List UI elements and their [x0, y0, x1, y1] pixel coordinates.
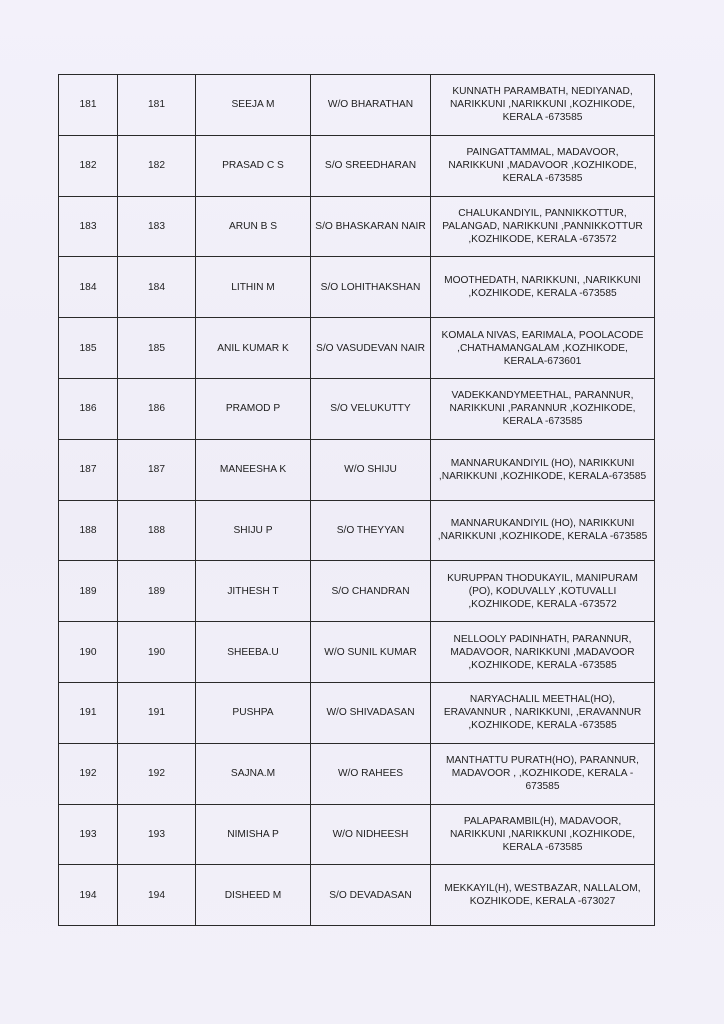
address-cell	[431, 865, 655, 926]
address-cell	[431, 561, 655, 622]
relation-cell: S/O LOHITHAKSHAN	[311, 257, 431, 318]
address-cell	[431, 804, 655, 865]
address-line: NARYACHALIL MEETHAL(HO),	[469, 694, 616, 706]
table-row	[59, 804, 655, 865]
member-table-body	[59, 75, 655, 926]
address-line: KERALA -673585	[502, 173, 583, 185]
name-cell: SAJNA.M	[196, 743, 311, 804]
member-id-cell: 193	[118, 804, 196, 865]
address-line: KERALA -673585	[502, 112, 583, 124]
name-cell: SHEEBA.U	[196, 622, 311, 683]
address-line: PALANGAD, NARIKKUNI ,PANNIKKOTTUR	[442, 220, 643, 232]
name-cell: JITHESH T	[196, 561, 311, 622]
serial-number-cell: 189	[59, 561, 118, 622]
address-line: ,KOZHIKODE, KERALA -673585	[468, 659, 617, 671]
table-row	[59, 682, 655, 743]
table-row	[59, 75, 655, 136]
name-cell: MANEESHA K	[196, 439, 311, 500]
name-cell: DISHEED M	[196, 865, 311, 926]
name-cell: LITHIN M	[196, 257, 311, 318]
table-row	[59, 378, 655, 439]
relation-cell: W/O SHIVADASAN	[311, 682, 431, 743]
member-id-cell: 184	[118, 257, 196, 318]
address-cell	[431, 75, 655, 136]
name-cell: SEEJA M	[196, 75, 311, 136]
address-cell	[431, 318, 655, 379]
table-row	[59, 622, 655, 683]
address-line: ,KOZHIKODE, KERALA -673572	[468, 598, 617, 610]
table-row	[59, 318, 655, 379]
address-line: MEKKAYIL(H), WESTBAZAR, NALLALOM,	[444, 883, 641, 895]
serial-number-cell: 192	[59, 743, 118, 804]
address-line: (PO), KODUVALLY ,KOTUVALLI	[468, 585, 617, 597]
member-table	[58, 74, 655, 926]
serial-number-cell: 193	[59, 804, 118, 865]
relation-cell: S/O THEYYAN	[311, 500, 431, 561]
address-line: MANTHATTU PURATH(HO), PARANNUR,	[446, 755, 639, 767]
relation-cell: S/O SREEDHARAN	[311, 135, 431, 196]
address-line: MANNARUKANDIYIL (HO), NARIKKUNI	[450, 457, 635, 469]
member-id-cell: 192	[118, 743, 196, 804]
address-line: KOZHIKODE, KERALA -673027	[469, 896, 616, 908]
address-line: NELLOOLY PADINHATH, PARANNUR,	[453, 633, 632, 645]
relation-cell: W/O SHIJU	[311, 439, 431, 500]
member-id-cell: 187	[118, 439, 196, 500]
member-id-cell: 189	[118, 561, 196, 622]
address-line: ,KOZHIKODE, KERALA -673585	[468, 288, 617, 300]
relation-cell: S/O DEVADASAN	[311, 865, 431, 926]
name-cell: PRAMOD P	[196, 378, 311, 439]
serial-number-cell: 182	[59, 135, 118, 196]
address-line: MADAVOOR, NARIKKUNI ,MADAVOOR	[450, 646, 635, 658]
relation-cell: W/O NIDHEESH	[311, 804, 431, 865]
address-line: 673585	[525, 781, 560, 793]
address-cell	[431, 378, 655, 439]
address-line: NARIKKUNI ,MADAVOOR ,KOZHIKODE,	[448, 160, 637, 172]
address-line: NARIKKUNI ,NARIKKUNI ,KOZHIKODE,	[449, 99, 636, 111]
address-cell	[431, 257, 655, 318]
address-cell	[431, 622, 655, 683]
member-id-cell: 185	[118, 318, 196, 379]
table-row	[59, 743, 655, 804]
name-cell: ARUN B S	[196, 196, 311, 257]
address-line: MANNARUKANDIYIL (HO), NARIKKUNI	[450, 518, 635, 530]
address-cell	[431, 500, 655, 561]
name-cell: PRASAD C S	[196, 135, 311, 196]
member-id-cell: 188	[118, 500, 196, 561]
serial-number-cell: 181	[59, 75, 118, 136]
serial-number-cell: 186	[59, 378, 118, 439]
table-row	[59, 865, 655, 926]
address-line: NARIKKUNI ,NARIKKUNI ,KOZHIKODE,	[449, 828, 636, 840]
member-id-cell: 190	[118, 622, 196, 683]
serial-number-cell: 185	[59, 318, 118, 379]
table-row	[59, 135, 655, 196]
table-row	[59, 561, 655, 622]
relation-cell: W/O SUNIL KUMAR	[311, 622, 431, 683]
address-line: MADAVOOR , ,KOZHIKODE, KERALA -	[451, 768, 634, 780]
member-id-cell: 182	[118, 135, 196, 196]
address-line: KERALA -673585	[502, 416, 583, 428]
name-cell: ANIL KUMAR K	[196, 318, 311, 379]
serial-number-cell: 187	[59, 439, 118, 500]
address-line: KURUPPAN THODUKAYIL, MANIPURAM	[447, 572, 638, 584]
serial-number-cell: 190	[59, 622, 118, 683]
address-cell	[431, 196, 655, 257]
address-line: KERALA -673585	[502, 841, 583, 853]
member-id-cell: 186	[118, 378, 196, 439]
member-id-cell: 183	[118, 196, 196, 257]
table-row	[59, 439, 655, 500]
relation-cell: S/O VASUDEVAN NAIR	[311, 318, 431, 379]
address-line: KUNNATH PARAMBATH, NEDIYANAD,	[452, 86, 633, 98]
address-line: PAINGATTAMMAL, MADAVOOR,	[466, 147, 619, 159]
address-line: ERAVANNUR , NARIKKUNI, ,ERAVANNUR	[443, 707, 642, 719]
relation-cell: W/O BHARATHAN	[311, 75, 431, 136]
address-cell	[431, 135, 655, 196]
address-line: VADEKKANDYMEETHAL, PARANNUR,	[451, 390, 634, 402]
serial-number-cell: 184	[59, 257, 118, 318]
address-line: ,KOZHIKODE, KERALA -673585	[468, 720, 617, 732]
table-row	[59, 196, 655, 257]
relation-cell: S/O BHASKARAN NAIR	[311, 196, 431, 257]
table-row	[59, 257, 655, 318]
serial-number-cell: 194	[59, 865, 118, 926]
serial-number-cell: 188	[59, 500, 118, 561]
relation-cell: S/O VELUKUTTY	[311, 378, 431, 439]
address-line: KERALA-673601	[503, 355, 582, 367]
address-line: ,KOZHIKODE, KERALA -673572	[468, 233, 617, 245]
member-id-cell: 194	[118, 865, 196, 926]
relation-cell: W/O RAHEES	[311, 743, 431, 804]
address-line: NARIKKUNI ,PARANNUR ,KOZHIKODE,	[449, 403, 636, 415]
relation-cell: S/O CHANDRAN	[311, 561, 431, 622]
serial-number-cell: 183	[59, 196, 118, 257]
member-id-cell: 191	[118, 682, 196, 743]
address-line: KOMALA NIVAS, EARIMALA, POOLACODE	[441, 329, 644, 341]
address-line: CHALUKANDIYIL, PANNIKKOTTUR,	[458, 207, 627, 219]
address-line: MOOTHEDATH, NARIKKUNI, ,NARIKKUNI	[444, 275, 641, 287]
member-id-cell: 181	[118, 75, 196, 136]
table-row	[59, 500, 655, 561]
name-cell: NIMISHA P	[196, 804, 311, 865]
serial-number-cell: 191	[59, 682, 118, 743]
address-cell	[431, 439, 655, 500]
address-cell	[431, 682, 655, 743]
name-cell: SHIJU P	[196, 500, 311, 561]
address-line: ,NARIKKUNI ,KOZHIKODE, KERALA -673585	[437, 531, 648, 543]
address-line: ,CHATHAMANGALAM ,KOZHIKODE,	[457, 342, 628, 354]
address-line: ,NARIKKUNI ,KOZHIKODE, KERALA-673585	[438, 470, 647, 482]
name-cell: PUSHPA	[196, 682, 311, 743]
address-cell	[431, 743, 655, 804]
address-line: PALAPARAMBIL(H), MADAVOOR,	[463, 815, 622, 827]
